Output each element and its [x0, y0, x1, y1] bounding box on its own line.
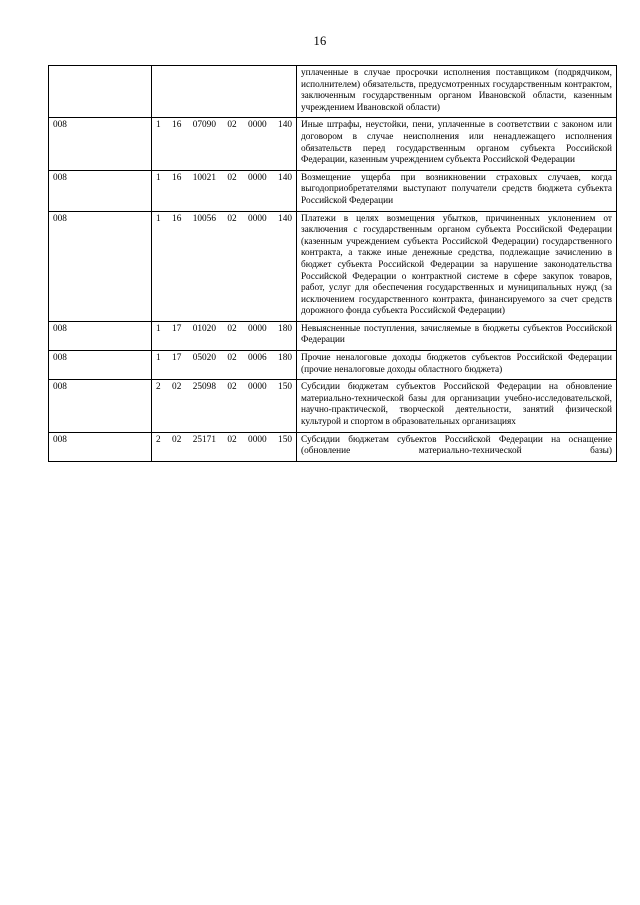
cell-name: [297, 321, 617, 350]
cell-name-text: Субсидии бюджетам субъектов Российской Федерации на оснащение (обновление материально-технической базы): [301, 434, 612, 457]
cell-kbk: 2 02 25098 02 0000 150: [152, 380, 297, 432]
cell-code: 008: [49, 380, 152, 432]
cell-name: [297, 211, 617, 321]
cell-code: 008: [49, 118, 152, 170]
cell-kbk: 2 02 25171 02 0000 150: [152, 432, 297, 461]
table-row: [49, 211, 617, 321]
cell-code: 008: [49, 321, 152, 350]
cell-name: [297, 380, 617, 432]
table-row: [49, 321, 617, 350]
cell-name-text: Возмещение ущерба при возникновении страховых случаев, когда выгодоприобретателями выступают получатели средств бюджета субъекта Российской Федерации: [301, 172, 612, 206]
table-row: [49, 351, 617, 380]
cell-name-text: Прочие неналоговые доходы бюджетов субъектов Российской Федерации (прочие неналоговые доходы областного бюджета): [301, 353, 612, 375]
cell-name-text: Невыясненные поступления, зачисляемые в бюджеты субъектов Российской Федерации: [301, 323, 612, 346]
cell-code: 008: [49, 170, 152, 211]
table-row: [49, 66, 617, 118]
table-row: [49, 432, 617, 461]
table-body: [49, 66, 617, 462]
cell-name: [297, 170, 617, 211]
table-row: [49, 170, 617, 211]
cell-name-text: уплаченные в случае просрочки исполнения поставщиком (подрядчиком, исполнителем) обязательств, предусмотренных государственным контрактом, заключенным государственным органом Ивановской области, казенным учреждением Ивановской области): [301, 68, 612, 113]
cell-name-text: Субсидии бюджетам субъектов Российской Федерации на обновление материально-технической базы для организации учебно-исследовательской, научно-практической, творческой деятельности, занятий физической культурой и спортом в образовательных организациях: [301, 382, 612, 428]
cell-name: [297, 118, 617, 170]
cell-name: [297, 66, 617, 118]
cell-kbk: 1 16 07090 02 0000 140: [152, 118, 297, 170]
cell-kbk: 1 16 10056 02 0000 140: [152, 211, 297, 321]
budget-revenue-table: [48, 65, 617, 462]
table-row: [49, 380, 617, 432]
cell-code: 008: [49, 211, 152, 321]
cell-name: [297, 432, 617, 461]
cell-kbk: [152, 66, 297, 118]
cell-code: [49, 66, 152, 118]
cell-name-text: Платежи в целях возмещения убытков, причиненных уклонением от заключения с государственным органом субъекта Российской Федерации (казенным учреждением субъекта Российской Федерации) государственного контракта, а также иные денежные средства, подлежащие зачислению в бюджет субъекта Российской Федерации за нарушение законодательства Российской Федерации о контрактной системе в сфере закупок товаров, работ, услуг для обеспечения государственных и муниципальных нужд (за исключением государственного контракта, финансируемого за счет средств дорожного фонда субъекта Российской Федерации): [301, 213, 612, 317]
cell-code: 008: [49, 432, 152, 461]
table-row: [49, 118, 617, 170]
cell-name: [297, 351, 617, 380]
cell-kbk: 1 16 10021 02 0000 140: [152, 170, 297, 211]
page-number: 16: [313, 34, 327, 48]
cell-code: 008: [49, 351, 152, 380]
cell-name-text: Иные штрафы, неустойки, пени, уплаченные в соответствии с законом или договором в случае неисполнения или ненадлежащего исполнения обязательств перед государственным органом субъекта Российской Федерации, казенным учреждением субъекта Российской Федерации: [301, 120, 612, 166]
cell-kbk: 1 17 05020 02 0006 180: [152, 351, 297, 380]
cell-kbk: 1 17 01020 02 0000 180: [152, 321, 297, 350]
